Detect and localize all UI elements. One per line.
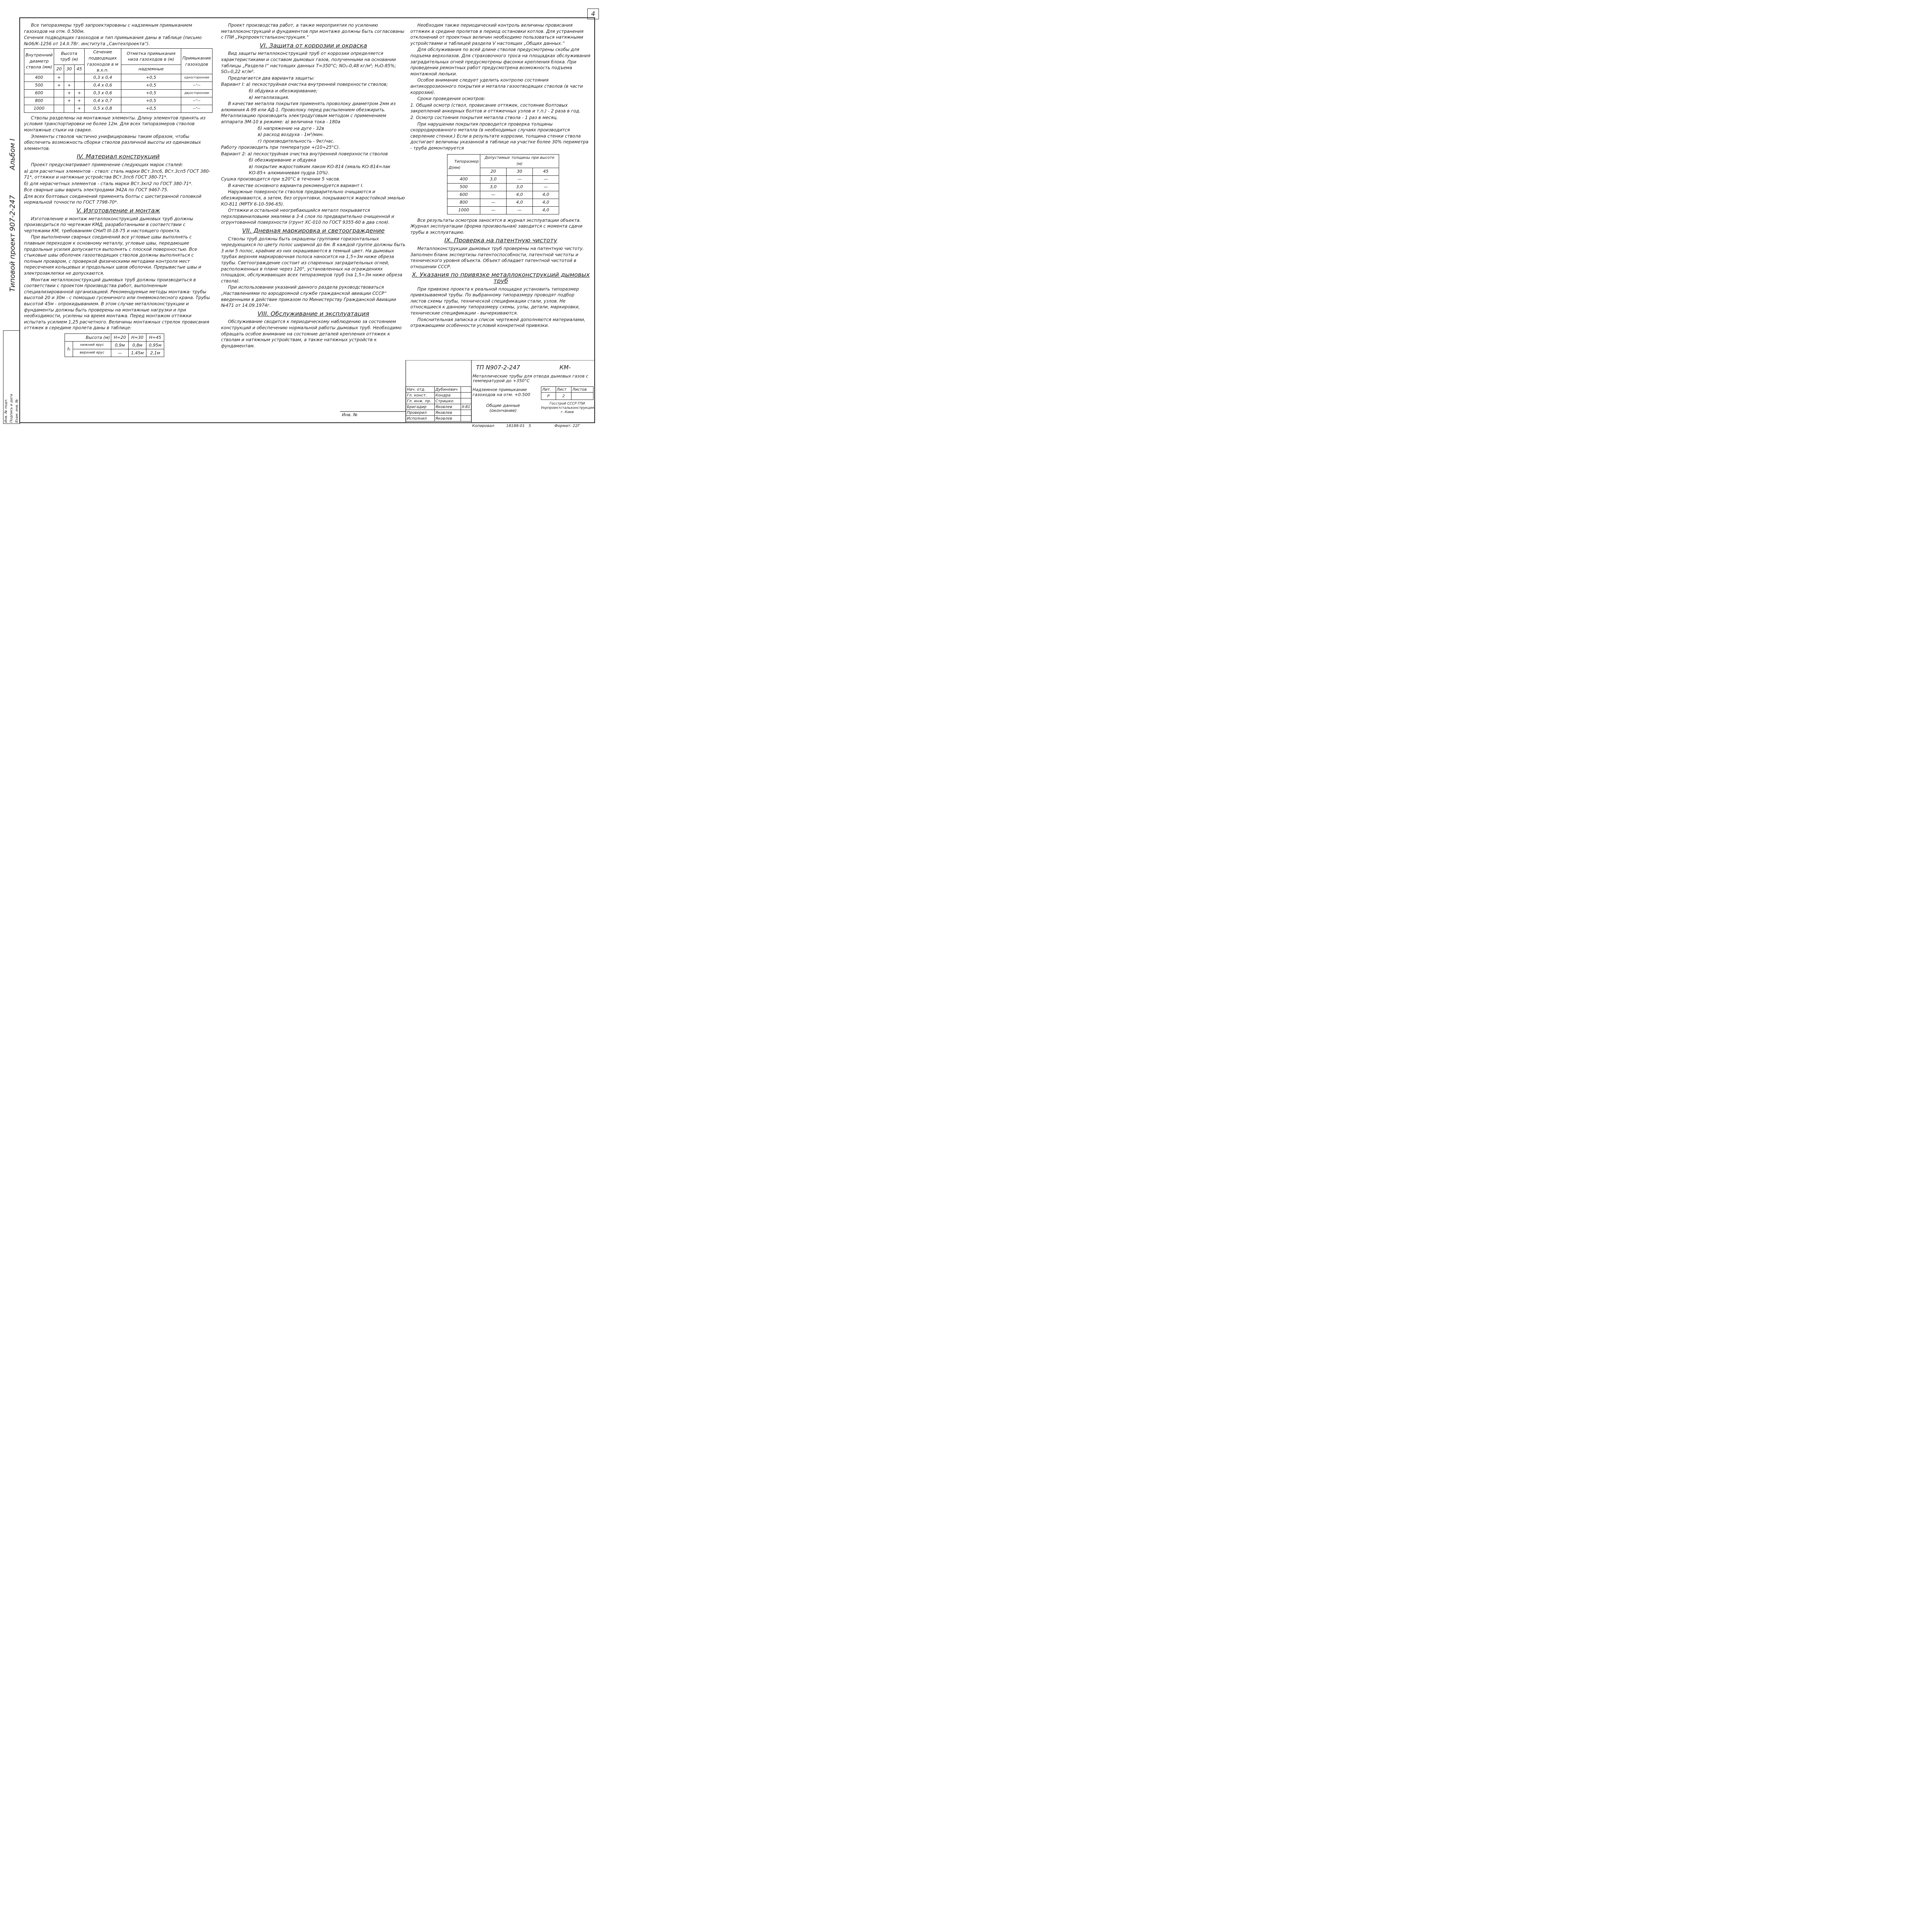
role: Нач. отд. (406, 387, 435, 393)
cell: 1,45м (128, 349, 146, 357)
side-project-label: Типовой проект 907-2-247 (9, 195, 17, 292)
cell: 800 (447, 199, 480, 206)
section-heading-5: V. Изготовление и монтаж (76, 207, 160, 214)
cell (64, 74, 74, 82)
th-above: надземные (121, 65, 181, 74)
cell: —"— (181, 82, 213, 89)
text-paragraph: Все сварные швы варить электродами Э42А по ГОСТ 9467-75. (24, 187, 168, 193)
cell: 3,0 (480, 183, 507, 191)
cell: + (64, 97, 74, 105)
text-paragraph: б) напряжение на дуге - 32в (258, 125, 325, 131)
cell: —"— (181, 105, 213, 112)
cell: 600 (447, 191, 480, 199)
table-row (447, 206, 559, 214)
cell (74, 74, 84, 82)
cell: — (532, 183, 559, 191)
text-paragraph: 2. Осмотр состояния покрытия металла ствола - 1 раз в месяц. (410, 114, 558, 120)
cell (54, 89, 64, 97)
cell: двухстороннее (181, 89, 213, 97)
approval-stamp (3, 330, 20, 424)
sign-row (406, 404, 471, 410)
cell: + (64, 89, 74, 97)
text-paragraph: б) для нерасчетных элементов - сталь марки ВСт.3кп2 по ГОСТ 380-71*. (24, 180, 193, 186)
cell (64, 105, 74, 112)
cell: 4,0 (532, 206, 559, 214)
cell: 0,3 x 0,4 (84, 74, 121, 82)
side-album-label: Альбом I (9, 138, 17, 170)
cell: 3,0 (506, 183, 532, 191)
inv-label: Инв. № (342, 412, 358, 417)
text-paragraph: Необходим также периодический контроль величины провисания оттяжек в средине пролетов в период остановки котлов. Для устранения отклонений от проектных величин необходимо пользоваться натяжными устройствами и таблицей раздела V настоящих „Общих данных.“ (410, 22, 584, 46)
cell: 0,8м (128, 341, 146, 349)
text-paragraph: Элементы стволов частично унифицированы таким образом, чтобы обеспечить возможность сборки стволов различной высоты из одинаковых элементов. (24, 133, 201, 151)
cell: 0,9м (111, 341, 129, 349)
th-h20: 20 (54, 65, 64, 74)
text-paragraph: В качестве основного варианта рекомендуется вариант I. (228, 182, 364, 188)
text-paragraph: Для обслуживания по всей длине стволов предусмотрены скобы для подъема верхолазов. Для страховочного троса на площадках обслуживания заградительных огней предусмотрены фасонки крепления блока. При проведении ремонтных работ предусмотрена возможность подъема монтажной люльки. (410, 47, 590, 77)
cell: 0,4 x 0,6 (84, 82, 121, 89)
text-paragraph: Все типоразмеры труб запроектированы с надземным примыканием газоходов на отм. 0.500м. (24, 22, 192, 34)
list-header: Лист (556, 387, 571, 393)
table-row (447, 199, 559, 206)
table-row (447, 183, 559, 191)
text-paragraph: Проект предусматривает применение следующих марок сталей: (31, 162, 183, 167)
th-t30: 30 (506, 168, 532, 175)
doc-number: ТП N907-2-247 (476, 364, 520, 371)
list-value: 2 (556, 393, 571, 400)
thickness-table (447, 154, 559, 214)
cell (54, 97, 64, 105)
cell: 4,0 (506, 199, 532, 206)
text-paragraph: б) обдувка и обезжиривание; (249, 88, 318, 94)
th-sag-h30: H=30 (128, 333, 146, 341)
gas-duct-table (24, 48, 213, 112)
cell: 400 (447, 175, 480, 183)
text-paragraph: Предлагается два варианта защиты: (228, 75, 315, 81)
signer: Страшко (434, 398, 461, 404)
lit-value: Р (541, 393, 556, 400)
cell: — (111, 349, 129, 357)
signer: Дубиневич (434, 387, 461, 393)
section-heading-4: IV. Материал конструкций (77, 153, 160, 160)
text-paragraph: Проект производства работ, а также мероприятия по усилению металлоконструкций и фундаментов при монтаже должны быть согласованы с ГПИ „Укрпроектстальконструкция.“ (221, 22, 405, 40)
cell: + (54, 74, 64, 82)
th-h30: 30 (64, 65, 74, 74)
cell (54, 105, 64, 112)
role: Гл. инж. пр. (406, 398, 435, 404)
cell: — (532, 175, 559, 183)
cell: — (480, 191, 507, 199)
text-paragraph: Для всех болтовых соединений применять болты с шестигранной головкой нормальной точности по ГОСТ 7798-70*. (24, 193, 202, 205)
cell: 2,1м (146, 349, 164, 357)
th-d-label: Д(мм) (449, 166, 461, 170)
cell: +0,5 (121, 105, 181, 112)
cell: 400 (24, 74, 54, 82)
cell: +0,5 (121, 74, 181, 82)
sheet-info (541, 386, 594, 400)
signer: Яковлев (434, 416, 461, 422)
organization: Госстрой СССР ГПИ Укрпроектстальконструкция г. Киев (541, 402, 594, 414)
sign-row (406, 398, 471, 404)
format: Формат: 22Г (554, 424, 580, 428)
cell: +0,5 (121, 97, 181, 105)
signer: Кондра (434, 393, 461, 398)
cell: 500 (447, 183, 480, 191)
cell: +0,5 (121, 82, 181, 89)
text-paragraph: Оттяжки и остальной неогребающийся металл покрывается перхлорвиниловыми эмалями в 3-4 слоя по предварительно очищенной и огрунтованной поверхности (грунт ХС-010 по ГОСТ 9355-60 в два слоя). (221, 207, 395, 225)
cell: 1000 (24, 105, 54, 112)
cell: 0,5 x 0,8 (84, 105, 121, 112)
section-heading-10: X. Указания по привязке металлоконструкций дымовых труб (412, 271, 590, 284)
cell: верхний ярус (73, 349, 111, 357)
text-paragraph: Вариант I: а) пескоструйная очистка внутренней поверхности стволов; (221, 82, 388, 87)
cell: 0,95м (146, 341, 164, 349)
cell: 600 (24, 89, 54, 97)
role: Исполнил (406, 416, 435, 422)
cell: одностороннее (181, 74, 213, 82)
cell: — (480, 199, 507, 206)
th-allowed: Допустимые толщины при высоте (м) (480, 155, 559, 168)
text-paragraph: Стволы разделены на монтажные элементы. Длину элементов принять из условия транспортировки не более 12м. Для всех типоразмеров стволов монтажные стыки на сварке. (24, 115, 206, 133)
text-paragraph: Особое внимание следует уделить контролю состояния антикоррозионного покрытия и металла газоотводящих стволов (в части коррозии). (410, 77, 583, 95)
table-row (65, 341, 164, 349)
sign-row (406, 387, 471, 393)
cell: + (74, 105, 84, 112)
sheet-title: Общие данные (окончание) (486, 403, 520, 413)
th-sag-height: Высота (м) (65, 333, 111, 341)
cell: + (64, 82, 74, 89)
stamp-inv: Инв. № подл. (4, 398, 8, 423)
th-t20: 20 (480, 168, 507, 175)
cell: — (506, 206, 532, 214)
text-paragraph: Пояснительная записка и список чертежей дополняются материалами, отражающими особенности условий конкретной привязки. (410, 316, 585, 328)
text-paragraph: При использовании указаний данного раздела руководствоваться „Наставлениями по аэродромной службе гражданской авиации СССР“ введенными в действие приказом по Министерству Гражданской Авиации №471 от 14.09.1974г. (221, 284, 396, 308)
text-paragraph: Все результаты осмотров заносятся в журнал эксплуатации объекта. Журнал эксплуатации (форма произвольная) заводится с момента сдачи трубы в эксплуатацию. (410, 217, 583, 235)
sign-row (406, 416, 471, 422)
sheet-format-number: 5 (529, 424, 531, 428)
stamp-replace: Взам. инв. № (15, 399, 19, 423)
text-paragraph: б) обезжиривание и обдувка (249, 157, 316, 163)
sign-row (406, 393, 471, 398)
table-row (65, 349, 164, 357)
doc-mark: КМ- (560, 364, 571, 371)
role: Гл. конст. (406, 393, 435, 398)
cell: — (506, 175, 532, 183)
cell (74, 82, 84, 89)
text-paragraph: Сечения подводящих газоходов и тип примыкания даны в таблице (письмо №06/К-1256 от 14.II.78г. института „Сантехпроекта“). (24, 35, 202, 46)
signer: Яковлев (434, 410, 461, 416)
text-paragraph: в) металлизация. (249, 94, 289, 100)
text-paragraph: Обслуживание сводится к периодическому наблюдению за состоянием конструкций и обеспечению нормальной работы дымовых труб. Необходимо обращать особое внимание на состояние деталей крепления оттяжек к стволам и натяжным устройствам, а также натяжных устройств к фундаментам. (221, 319, 402, 349)
cell: 3,0 (480, 175, 507, 183)
listov-header: Листов (571, 387, 594, 393)
table-row (24, 89, 213, 97)
text-paragraph: При нарушении покрытия проводится проверка толщины скорродированного металла (в необходимых случаях производится сверление стенки.) Если в результате коррозии, толщина стенки ствола достигает величины указанной в таблице на участке более 30% периметра - труба демонтируется (410, 121, 588, 151)
table-row (24, 97, 213, 105)
th-sag-h20: H=20 (111, 333, 129, 341)
copied-by: Копировал (472, 424, 495, 428)
cell: 4,0 (506, 191, 532, 199)
text-paragraph: Вариант 2: а) пескоструйная очистка внутренней поверхности стволов (221, 151, 388, 156)
text-paragraph: г) производительность - 9кг/час. (258, 138, 335, 144)
th-t45: 45 (532, 168, 559, 175)
section-heading-6: VI. Защита от коррозии и окраска (260, 42, 367, 49)
role: Бригадир (406, 404, 435, 410)
table-row (24, 105, 213, 112)
text-paragraph: 1. Общий осмотр (ствол, провисание оттяжек, состояние болтовых закреплений анкерных болтов и оттяжечных узлов и т.п.) - 2 раза в год. (410, 102, 581, 114)
signature-table (406, 386, 471, 422)
stamp-sign: Подпись и дата (10, 394, 14, 423)
sheet-number: 4 (587, 9, 599, 19)
cell: + (54, 82, 64, 89)
drawing-title: Металлические трубы для отвода дымовых газов с температурой до +350°С (473, 374, 588, 383)
th-sag-h45: H=45 (146, 333, 164, 341)
text-paragraph: Сушка производится при ±20°С в течении 5 часов. (221, 176, 340, 182)
text-paragraph: Наружные поверхности стволов предварительно очищаются и обезжириваются, а затем, без огрунтовки, покрываются жаростойкой эмалью КО-811 (МРТУ 6-10-596-65). (221, 189, 405, 207)
text-paragraph: в) покрытие жаростойким лаком КО-814 (эмаль КО-814=лак КО-85+ алюминиевая пудра 10%). (249, 164, 391, 175)
cell: 0,3 x 0,6 (84, 89, 121, 97)
date: X-81 (461, 404, 471, 410)
section-heading-8: VIII. Обслуживание и эксплуатация (257, 310, 369, 317)
cell: 800 (24, 97, 54, 105)
cell: —"— (181, 97, 213, 105)
text-paragraph: а) для расчетных элементов - ствол: сталь марки ВСт.3пс6, ВСт.3сп5 ГОСТ 380-71*, оттяжки и натяжные устройства ВСт.3пс6 ГОСТ 380-71*. (24, 168, 211, 180)
text-paragraph: Работу производить при температуре +(10÷25°С). (221, 145, 340, 150)
lit-header: Лит. (541, 387, 556, 393)
cell: 0,4 x 0,7 (84, 97, 121, 105)
text-paragraph: В качестве металла покрытия применять проволоку диаметром 2мм из алюминия А-99 или АД-1. Проволоку перед распылением обезжирить. Металлизацию производить электродуговым методом с применением аппарата ЭМ-10 в режиме: а) величина тока - 180а (221, 101, 396, 124)
th-height: Высота труб (м) (54, 49, 85, 65)
cell: 500 (24, 82, 54, 89)
table-row (24, 82, 213, 89)
column-2 (221, 22, 406, 349)
table-row (447, 175, 559, 183)
sag-f0: f₀ (65, 341, 73, 357)
text-paragraph: Изготовление и монтаж металлоконструкций дымовых труб должны производиться по чертежам КМД, разработанными в соответствии с чертежами КМ, требованиям СНиП III-18-75 и настоящего проекта. (24, 216, 193, 233)
th-typesize-label: Типоразмер (454, 160, 479, 164)
drawing-subtitle: Надземное примыкание газоходов на отм. +0.500 (473, 387, 531, 397)
role: Проверил (406, 410, 435, 416)
text-paragraph: Вид защиты металлоконструкций труб от коррозии определяется характеристиками и составом дымовых газов, полученными на основании таблицы „Раздела I“ настоящих данных T=350°С; NO₂-0,48 кг/м³; H₂O-85%; SO₂-0,22 кг/м³. (221, 51, 396, 75)
text-paragraph: При привязке проекта к реальной площадке установить типоразмер привязываемой трубы. По выбранному типоразмеру проводят подбор листов схемы трубы, технической спецификации стали, узлов. Не относящиеся к данному типоразмеру схемы, узлы, детали, маркировки, технические спецификации - вычеркиваются. (410, 286, 580, 316)
cell: + (74, 97, 84, 105)
section-heading-7: VII. Дневная маркировка и светоограждение (242, 227, 385, 234)
th-mark: Отметка примыкания низа газоходов в (м) (121, 49, 181, 65)
column-3 (410, 22, 591, 329)
column-1 (24, 22, 213, 357)
cell: + (74, 89, 84, 97)
th-section: Сечение подводящих газоходов в м в.х.п. (84, 49, 121, 74)
cell: 4,0 (532, 191, 559, 199)
order-number: 18188-01 (506, 424, 525, 428)
table-row (447, 191, 559, 199)
th-type: Примыкание газоходов (181, 49, 213, 74)
text-paragraph: Монтаж металлоконструкций дымовых труб должны производиться в соответствии с проектом производства работ, выполненным специализированной организацией. Рекомендуемые методы монтажа: трубы высотой 20 и 30м - с помощью гусеничного или пневмоколесного крана. Трубы высотой 45м - опрокидыванием. В этом случае металлоконструкции и фундаменты должны быть проверены на монтажные нагрузки и при необходимости, усилены на время монтажа. Перед монтажом оттяжки испытать усилием 1,25 расчетного. Величины монтажных стрелок провисания оттяжек в середине пролета даны в таблице: (24, 277, 210, 331)
cell: — (480, 206, 507, 214)
cell: 1000 (447, 206, 480, 214)
text-paragraph: в) расход воздуха - 1м³/мин. (258, 132, 324, 138)
th-typesize (447, 155, 480, 175)
text-paragraph: Стволы труб должны быть окрашены группами горизонтальных чередующихся по цвету полос шириной до 6м. В каждой группе должны быть 3 или 5 полос, крайние из них окрашиваются в темный цвет. На дымовых трубах верхняя маркировочная полоса наносится на 1,5÷3м ниже обреза трубы. Светоограждение состоит из спаренных заградительных огней, расположенных в плане через 120°, установленных на ограждениях площадок, обслуживающих всех типоразмеров труб (на 1,5÷3м ниже обреза ствола). (221, 236, 406, 284)
text-paragraph: При выполнении сварных соединений все угловые швы выполнять с плавным переходом к основному металлу, угловые швы, передающие продольные усилия допускается выполнять с плоской поверхностью. Все стыковые швы оболочек газоотводящих стволов должны выполняться с полным проваром, с проверкой физическими методами контроля мест пересечения кольцевых и продольных швов оболочки. Прерывистые швы и электрозаклепки не допускаются. (24, 234, 201, 276)
signer: Яковлев (434, 404, 461, 410)
text-paragraph: Металлоконструкции дымовых труб проверены на патентную чистоту. Заполнен бланк экспертизы патентоспособности, патентной чистоты и технического уровня объекта. Объект обладает патентной чистотой в отношении СССР. (410, 246, 584, 269)
section-heading-9: IX. Проверка на патентную чистоту (444, 237, 557, 244)
cell: нижний ярус (73, 341, 111, 349)
th-h45: 45 (74, 65, 84, 74)
sign-row (406, 410, 471, 416)
sag-table (65, 333, 164, 357)
th-diameter: Внутренний диаметр ствола (мм) (24, 49, 54, 74)
cell: +0,5 (121, 89, 181, 97)
table-row (24, 74, 213, 82)
text-paragraph: Сроки проведения осмотров: (417, 96, 485, 102)
cell: 4,0 (532, 199, 559, 206)
